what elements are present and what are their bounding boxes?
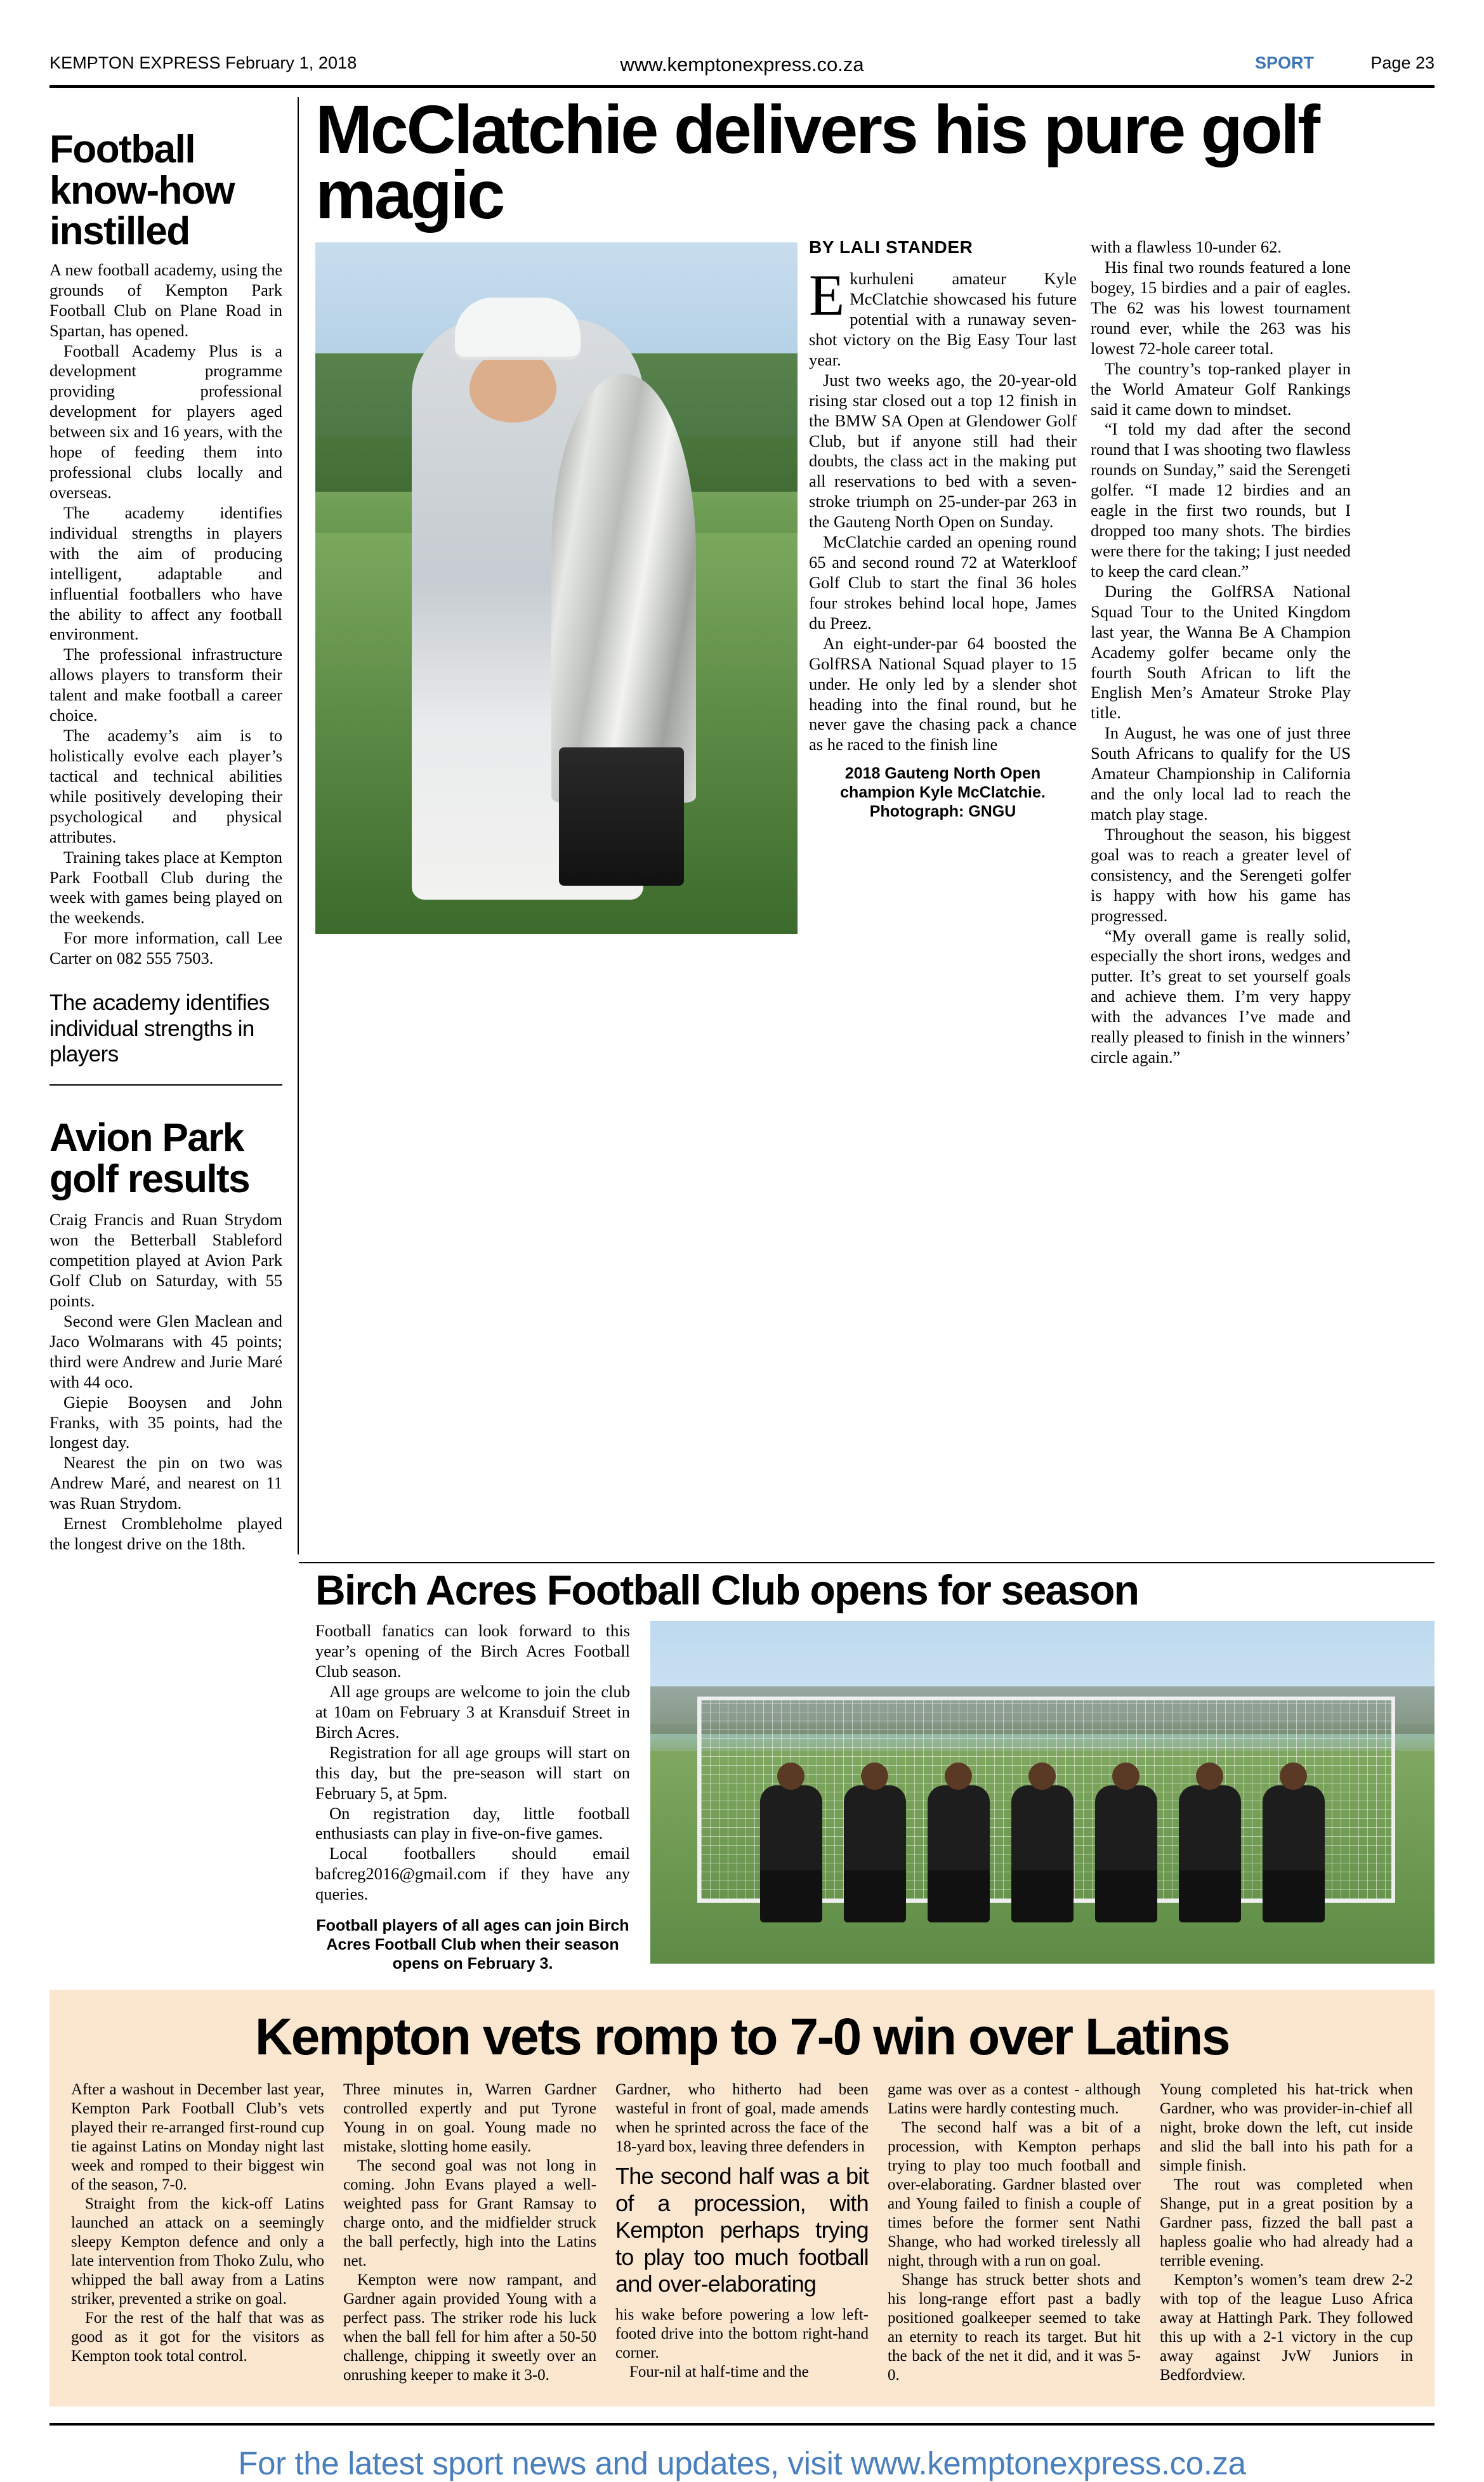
- golf-story-columns: [315, 237, 1435, 1068]
- golf-mid-body: [809, 371, 1077, 756]
- masthead-rule: [49, 85, 1435, 88]
- paragraph: Football fanatics can look forward to this year’s opening of the Birch Acres Football Club season.: [315, 1621, 630, 1681]
- birch-acres-body: [315, 1621, 645, 1973]
- photo-player: [928, 1785, 990, 1922]
- drop-cap: E: [809, 263, 845, 328]
- photo-golfer-cap: [455, 298, 581, 357]
- paragraph: The academy’s aim is to holistically evolve each player’s tactical and technical abilities while positively developing their psychological and physical attributes.: [49, 726, 282, 846]
- photo-player: [844, 1785, 906, 1922]
- publication-name-date: KEMPTON EXPRESS February 1, 2018: [49, 53, 357, 72]
- photo-player: [1179, 1785, 1241, 1922]
- paragraph: After a washout in December last year, Kempton Park Football Club’s vets played their re-arranged first-round cup tie against Latins on Monday night last week and romped to their biggest win of the season, 7-0.: [71, 2081, 324, 2194]
- football-academy-headline: Football know-how instilled: [49, 128, 235, 254]
- byline: BY LALI STANDER: [809, 237, 973, 258]
- paragraph: “My overall game is really solid, especially the short irons, wedges and putter. It’s great to set yourself goals and achieve them. I’m very happy with the advances I’ve made and really pleased to finish in the winners’ circle again.”: [1091, 926, 1351, 1067]
- golf-photo-caption: 2018 Gauteng North Open champion Kyle McClatchie. Photograph: GNGU: [840, 765, 1046, 821]
- vets-pullquote: The second half was a bit of a procession, with Kempton perhaps trying to play too much football and over-elaborating: [615, 2163, 869, 2297]
- golf-photo-column: [315, 237, 798, 1068]
- paragraph: Football Academy Plus is a development programme providing professional development for players aged between six and 16 years, with the hope of feeding them into professional clubs locally and overseas.: [49, 341, 282, 502]
- paragraph: Four-nil at half-time and the: [629, 2363, 809, 2380]
- paragraph: Shange has struck better shots and his long-range effort past a badly positioned goalkeeper seemed to take an eternity to reach its target. But hit the back of the net it did, and it was 5-0.: [888, 2271, 1141, 2384]
- paragraph: A new football academy, using the grounds of Kempton Park Football Club on Plane Road in Spartan, has opened.: [49, 259, 282, 340]
- birch-acres-photo-caption: Football players of all ages can join Birch Acres Football Club when their season opens on February 3.: [316, 1917, 629, 1973]
- golf-champion-photo: [315, 242, 798, 934]
- paragraph: Gardner, who hitherto had been wasteful in front of goal, made amends when he sprinted across the face of the 18-yard box, leaving three defenders in: [615, 2081, 869, 2156]
- paragraph: Young completed his hat-trick when Gardner, who was provider-in-chief all night, broke down the left, cut inside and slid the ball into his path for a simple finish.: [1160, 2081, 1413, 2175]
- paragraph: game was over as a contest - although Latins were hardly contesting much.: [888, 2081, 1141, 2118]
- paragraph: Ernest Crombleholme played the longest drive on the 18th.: [49, 1514, 282, 1554]
- paragraph: On registration day, little football enthusiasts can play in five-on-five games.: [315, 1803, 630, 1843]
- birch-acres-team-photo: [650, 1621, 1435, 1964]
- paragraph: The country’s top-ranked player in the World Amateur Golf Rankings said it came down to mindset.: [1091, 358, 1351, 419]
- paragraph: [809, 263, 1077, 371]
- paragraph: Three minutes in, Warren Gardner controlled expertly and put Tyrone Young in on goal. Young made no mistake, slotting home easily.: [343, 2081, 596, 2156]
- golf-lead: [809, 263, 1077, 371]
- photo-player: [760, 1785, 822, 1922]
- photo-player: [1095, 1785, 1157, 1922]
- birch-acres-story: [299, 1562, 1435, 1973]
- left-rail: [49, 97, 299, 1554]
- paragraph: McClatchie carded an opening round 65 and second round 72 at Waterkloof Golf Club to start the final 36 holes four strokes behind local hope, James du Preez.: [809, 532, 1077, 633]
- paragraph: The second half was a bit of a procession, with Kempton perhaps trying to play too much football and over-elaborating. Gardner blasted over and Young failed to finish a couple of times before the former sent Nathi Shange, who had worked tirelessly all night, through with a run on goal.: [888, 2119, 1141, 2270]
- paragraph: Kempton’s women’s team drew 2-2 with top of the league Luso Africa away at Hattingh Park. They followed this up with a 2-1 victory in the cup away against JvW Juniors in Bedfordview.: [1160, 2271, 1413, 2384]
- avion-park-headline: Avion Park golf results: [49, 1116, 249, 1201]
- avion-park-body: [49, 1210, 282, 1554]
- photo-trophy: [551, 374, 696, 803]
- paragraph: For more information, call Lee Carter on 082 555 7503.: [49, 928, 282, 968]
- vets-column-4: [888, 2080, 1141, 2385]
- paragraph: Nearest the pin on two was Andrew Maré, and nearest on 11 was Ruan Strydom.: [49, 1453, 282, 1513]
- paragraph: with a flawless 10-under 62.: [1091, 237, 1282, 257]
- football-academy-body: [49, 260, 282, 969]
- lead-text: kurhuleni amateur Kyle McClatchie showcased his future potential with a runaway seven-shot victory on the Big Easy Tour last year.: [809, 269, 1077, 369]
- masthead: [49, 0, 1435, 79]
- paragraph: Training takes place at Kempton Park Football Club during the week with games being played on the weekends.: [49, 847, 282, 928]
- page-number: Page 23: [1370, 53, 1435, 72]
- golf-story: [299, 91, 1435, 1554]
- vets-column-5: [1160, 2080, 1413, 2385]
- paragraph: Giepie Booysen and John Franks, with 35 points, had the longest day.: [49, 1392, 282, 1452]
- paragraph: Just two weeks ago, the 20-year-old rising star closed out a top 12 finish in the BMW SA Open at Glendower Golf Club, but if anyone still had their doubts, the class act in the making put all reservations to bed with a seven-stroke triumph on 25-under-par 263 in the Gauteng North Open on Sunday.: [809, 370, 1077, 532]
- paragraph: Registration for all age groups will start on this day, but the pre-season will start on February 5, at 5pm.: [315, 1742, 630, 1802]
- paragraph: His final two rounds featured a lone bogey, 15 birdies and a pair of eagles. The 62 was his lowest tournament round ever, while the 263 was his lowest 72-hole career total.: [1091, 258, 1351, 358]
- vets-column-2: [343, 2080, 596, 2385]
- photo-trophy-base: [559, 747, 685, 886]
- vets-headline: Kempton vets romp to 7-0 win over Latins: [254, 2008, 1230, 2066]
- paragraph: An eight-under-par 64 boosted the GolfRSA National Squad player to 15 under. He only led by a slender shot heading into the final round, but he never gave the chasing pack a chance as he raced to the finish line: [809, 633, 1077, 754]
- section-label: SPORT: [1254, 53, 1314, 72]
- paragraph: All age groups are welcome to join the club at 10am on February 3 at Kransduif Street in Birch Acres.: [315, 1682, 630, 1742]
- paragraph: Local footballers should email bafcreg2016@gmail.com if they have any queries.: [315, 1844, 630, 1904]
- paragraph: The second goal was not long in coming. John Evans played a well-weighted pass for Grant Ramsay to charge onto, and the midfielder struck the ball perfectly, high into the Latins net.: [343, 2157, 596, 2270]
- paragraph: The rout was completed when Shange, put in a great position by a Gardner pass, fizzed the ball past a hapless goalie who had already had a terrible evening.: [1160, 2176, 1413, 2270]
- paragraph: Throughout the season, his biggest goal was to reach a greater level of consistency, and the Serengeti golfer is happy with how his game has progressed.: [1091, 824, 1351, 925]
- photo-golfer-face: [469, 350, 556, 422]
- paragraph: The academy identifies individual strengths in players with the aim of producing intelligent, adaptable and influential footballers who have the ability to affect any football environment.: [49, 502, 282, 644]
- birch-acres-row: [49, 1554, 1435, 1973]
- paragraph: In August, he was one of just three South Africans to qualify for the US Amateur Championship in California and the only local lad to reach the match play stage.: [1091, 723, 1351, 824]
- divider: [49, 1084, 282, 1086]
- paragraph: Second were Glen Maclean and Jaco Wolmarans with 45 points; third were Andrew and Jurie Maré with 44 oco.: [49, 1311, 282, 1391]
- top-zone: [49, 91, 1435, 1554]
- birch-acres-headline: Birch Acres Football Club opens for season: [315, 1566, 1139, 1613]
- paragraph: For the rest of the half that was as good as it got for the visitors as Kempton took total control.: [71, 2309, 324, 2365]
- football-academy-pullquote: The academy identifies individual strengths in players: [49, 990, 270, 1067]
- golf-mid-column: [798, 237, 1077, 1068]
- vets-columns: [71, 2080, 1413, 2385]
- golf-story-headline: McClatchie delivers his pure golf magic: [315, 91, 1318, 233]
- paragraph: “I told my dad after the second round that I was shooting two flawless rounds on Sunday,” said the Serengeti golfer. “I made 12 birdies and an eagle in the first two rounds, but I dropped too many shots. The birdies were there for the taking; I just needed to keep the card clean.”: [1091, 419, 1351, 581]
- paragraph: his wake before powering a low left-footed drive into the bottom right-hand corner.: [615, 2306, 869, 2361]
- paragraph: The professional infrastructure allows players to transform their talent and make football a career choice.: [49, 645, 282, 725]
- vets-column-3: [615, 2080, 869, 2385]
- paragraph: Straight from the kick-off Latins launched an attack on a seemingly sleepy Kempton defence and only a late intervention from Thoko Zulu, who whipped the ball away from a Latins striker, prevented a strike on goal.: [71, 2195, 324, 2308]
- photo-player: [1263, 1785, 1325, 1922]
- vets-column-1: [71, 2080, 324, 2385]
- paragraph: During the GolfRSA National Squad Tour to the United Kingdom last year, the Wanna Be A Champion Academy golfer became only the fourth South African to lift the English Men’s Amateur Stroke Play title.: [1091, 581, 1351, 723]
- golf-right-column: [1077, 237, 1351, 1068]
- photo-player: [1011, 1785, 1074, 1922]
- footer-promo-text[interactable]: For the latest sport news and updates, visit www.kemptonexpress.co.za: [238, 2445, 1246, 2482]
- paragraph: Craig Francis and Ruan Strydom won the Betterball Stableford competition played at Avion Park Golf Club on Saturday, with 55 points.: [49, 1210, 282, 1310]
- paragraph: Kempton were now rampant, and Gardner again provided Young with a perfect pass. The striker rode his luck when the ball fell for him after a 50-50 challenge, chipping it sweetly over an onrushing keeper to make it 3-0.: [343, 2271, 596, 2384]
- masthead-website[interactable]: www.kemptonexpress.co.za: [620, 53, 864, 76]
- photo-youth-players: [760, 1785, 1325, 1922]
- vets-story: [49, 1990, 1435, 2406]
- birch-acres-columns: [315, 1621, 1435, 1973]
